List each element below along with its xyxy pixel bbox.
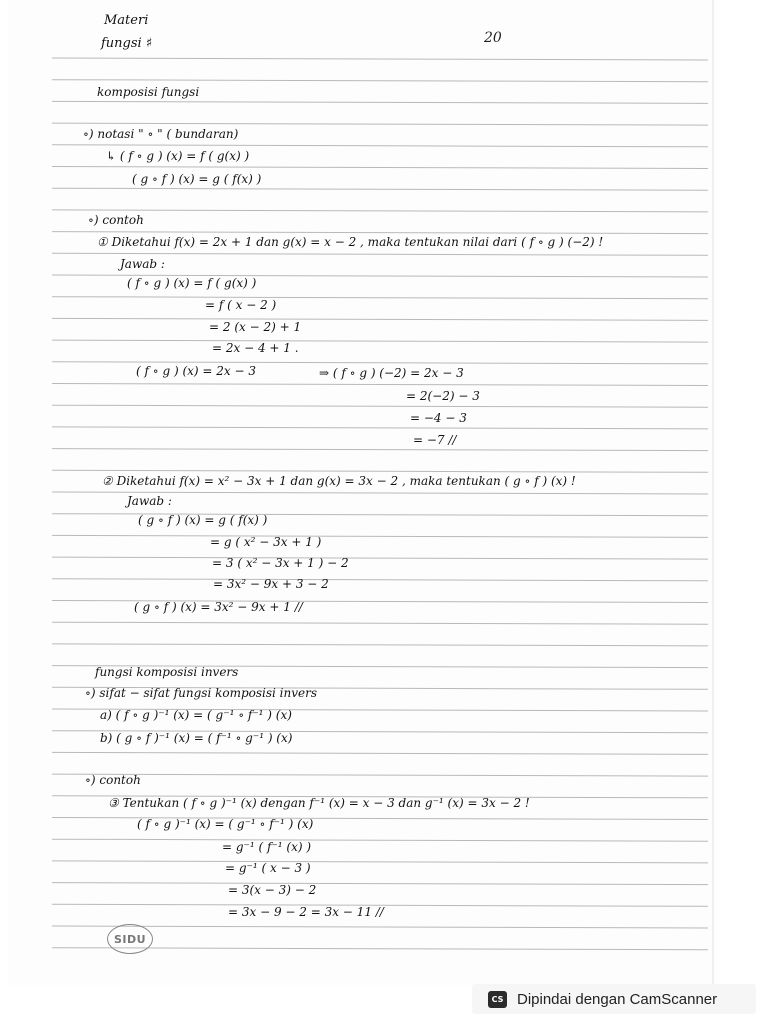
note-line: ② Diketahui f(x) = x² − 3x + 1 dan g(x) = 3x − 2 , maka tentukan ( g ∘ f ) (x) ! xyxy=(102,474,576,488)
note-line: ( f ∘ g )⁻¹ (x) = ( g⁻¹ ∘ f⁻¹ ) (x) xyxy=(137,817,314,831)
note-line: ( g ∘ f ) (x) = 3x² − 9x + 1 // xyxy=(134,600,303,614)
note-line: = g⁻¹ ( x − 3 ) xyxy=(225,861,311,875)
note-line: a) ( f ∘ g )⁻¹ (x) = ( g⁻¹ ∘ f⁻¹ ) (x) xyxy=(100,708,292,722)
sidu-logo-stamp: SIDU xyxy=(107,924,153,954)
note-line: fungsi ♯ xyxy=(101,36,153,51)
page-number: 20 xyxy=(484,30,502,46)
note-line: ↳ ( f ∘ g ) (x) = f ( g(x) ) xyxy=(106,149,250,163)
note-line: ③ Tentukan ( f ∘ g )⁻¹ (x) dengan f⁻¹ (x) = x − 3 dan g⁻¹ (x) = 3x − 2 ! xyxy=(108,796,530,810)
note-line: ∘) contoh xyxy=(85,773,141,787)
note-line: komposisi fungsi xyxy=(97,85,200,99)
note-line: ① Diketahui f(x) = 2x + 1 dan g(x) = x − 2 , maka tentukan nilai dari ( f ∘ g ) (−2) ! xyxy=(97,235,604,249)
note-line: = 2 (x − 2) + 1 xyxy=(209,320,302,334)
note-line: = g⁻¹ ( f⁻¹ (x) ) xyxy=(222,840,312,854)
note-line: ( g ∘ f ) (x) = g ( f(x) ) xyxy=(138,513,268,527)
note-line: = 2x − 4 + 1 . xyxy=(212,341,299,355)
note-line: = 2(−2) − 3 xyxy=(406,389,480,403)
note-line: Jawab : xyxy=(120,257,165,271)
note-line: = 3x² − 9x + 3 − 2 xyxy=(213,577,329,591)
note-line: = 3(x − 3) − 2 xyxy=(228,883,317,897)
note-line: Jawab : xyxy=(127,494,172,508)
note-line: ⇒ ( f ∘ g ) (−2) = 2x − 3 xyxy=(319,366,464,380)
note-line: = 3 ( x² − 3x + 1 ) − 2 xyxy=(212,556,349,570)
camscanner-text: Dipindai dengan CamScanner xyxy=(517,990,718,1008)
note-line: ∘) notasi " ∘ " ( bundaran) xyxy=(83,127,239,141)
note-line: Materi xyxy=(104,13,149,28)
note-line: ( f ∘ g ) (x) = f ( g(x) ) xyxy=(127,276,257,290)
note-line: b) ( g ∘ f )⁻¹ (x) = ( f⁻¹ ∘ g⁻¹ ) (x) xyxy=(100,731,293,745)
camscanner-logo-icon: CS xyxy=(488,991,507,1008)
note-line: ( f ∘ g ) (x) = 2x − 3 xyxy=(136,364,256,378)
note-line: = 3x − 9 − 2 = 3x − 11 // xyxy=(228,905,384,919)
note-line: fungsi komposisi invers xyxy=(95,665,239,679)
note-line: = g ( x² − 3x + 1 ) xyxy=(210,535,322,549)
note-line: = −4 − 3 xyxy=(410,411,467,425)
note-line: = f ( x − 2 ) xyxy=(205,298,277,312)
camscanner-watermark xyxy=(472,984,756,1014)
note-line: ∘) sifat − sifat fungsi komposisi invers xyxy=(85,686,318,700)
note-line: ∘) contoh xyxy=(88,213,144,227)
note-line: = −7 // xyxy=(413,433,457,447)
note-line: ( g ∘ f ) (x) = g ( f(x) ) xyxy=(132,172,262,186)
